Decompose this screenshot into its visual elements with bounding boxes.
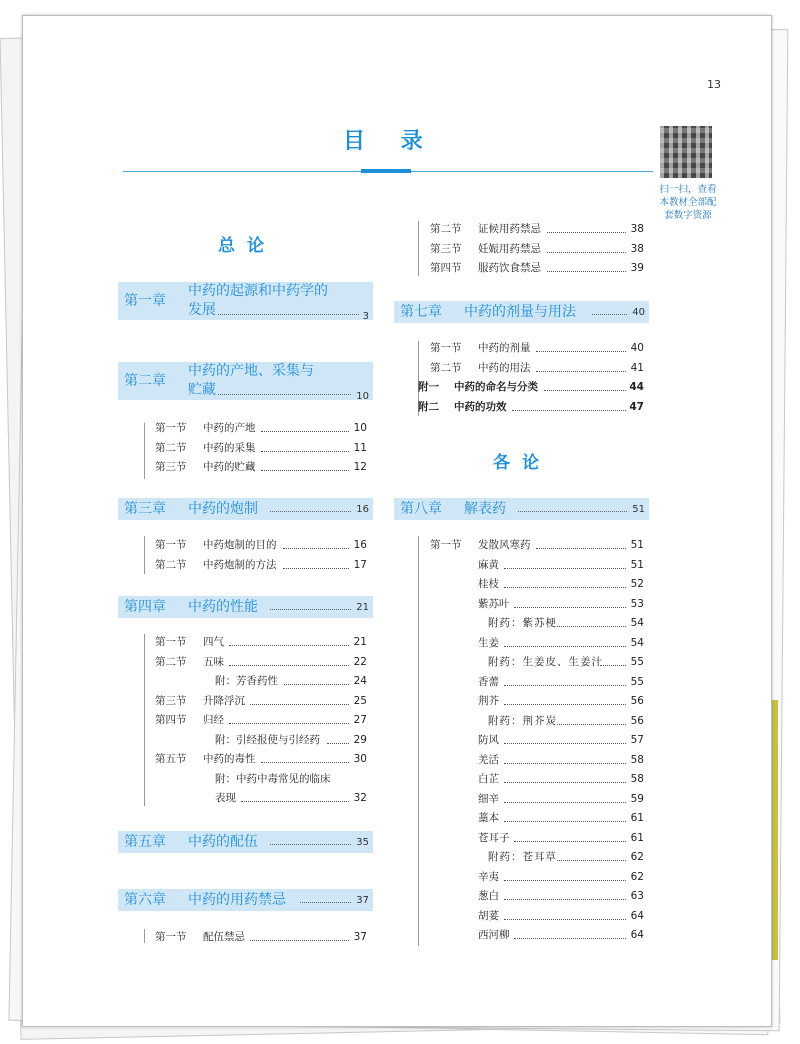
herb-entry[interactable] (430, 790, 644, 809)
entry-title: 中药的产地 (203, 422, 256, 434)
entry-title: 荆芥 (478, 695, 499, 707)
leader-dots (218, 381, 351, 395)
section-bracket (144, 634, 145, 806)
entry-page: 47 (629, 400, 644, 413)
chapter-1-entry[interactable] (118, 282, 373, 320)
chapter-8-entry[interactable] (394, 498, 649, 520)
entry-page: 58 (630, 753, 644, 766)
leader-dots (250, 928, 349, 941)
entry-page: 30 (353, 753, 367, 765)
entry-title: 中药炮制的方法 (203, 558, 277, 571)
herb-entry[interactable] (430, 829, 644, 848)
entry-page: 52 (630, 578, 644, 590)
herb-entry[interactable] (430, 751, 644, 770)
toc-line[interactable] (418, 398, 644, 417)
chapter-page: 10 (356, 391, 369, 402)
qr-code-image[interactable] (660, 126, 712, 178)
entry-title: 配伍禁忌 (203, 931, 245, 943)
chapter-page: 51 (632, 504, 645, 515)
toc-line[interactable] (430, 339, 644, 358)
entry-page: 55 (630, 656, 644, 668)
entry-page: 53 (630, 597, 644, 610)
leader-dots (536, 359, 626, 372)
leader-dots (536, 536, 626, 549)
toc-line[interactable] (155, 633, 367, 652)
leader-dots (283, 536, 349, 549)
leader-dots (261, 750, 349, 763)
leader-dots (504, 770, 626, 783)
entry-title: 中药的命名与分类 (454, 381, 538, 393)
entry-title: 附药：苍耳草 (488, 851, 557, 863)
entry-title: 中药的剂量 (478, 342, 531, 354)
entry-page: 10 (353, 422, 367, 434)
leader-dots (536, 339, 626, 352)
leader-dots (504, 556, 626, 569)
chapter-label: 第五章 (124, 834, 166, 850)
section-number: 第一节 (430, 342, 462, 354)
leader-dots (504, 887, 626, 900)
entry-title: 附药：紫苏梗 (488, 617, 557, 629)
section-number: 第一节 (155, 931, 187, 943)
chapter-title: 解表药 (464, 501, 506, 517)
herb-entry[interactable] (430, 848, 644, 867)
entry-page: 24 (353, 675, 367, 687)
entry-page: 16 (353, 539, 367, 551)
entry-page: 22 (353, 655, 367, 668)
entry-title: 五味 (203, 655, 224, 668)
toc-line[interactable] (430, 240, 644, 259)
entry-title: 胡荽 (478, 909, 499, 922)
chapter-label: 第一章 (124, 293, 166, 309)
chapter-title: 中药的性能 (188, 599, 258, 615)
chapter-page: 40 (632, 307, 645, 318)
toc-line[interactable] (430, 536, 644, 555)
section-number: 第三节 (155, 694, 187, 707)
entry-page: 51 (630, 539, 644, 551)
entry-title: 紫苏叶 (478, 597, 510, 610)
chapter-label: 第四章 (124, 599, 166, 615)
toc-line[interactable] (430, 259, 644, 278)
leader-dots (504, 790, 626, 803)
entry-title: 中药的用法 (478, 361, 531, 374)
chapter-title-line2: 发展 (188, 302, 216, 318)
leader-dots (261, 439, 349, 452)
entry-title: 生姜 (478, 636, 499, 649)
leader-dots (557, 614, 626, 627)
entry-page: 57 (630, 734, 644, 746)
section-number: 第一节 (155, 539, 187, 551)
entry-page: 54 (630, 617, 644, 629)
leader-dots (557, 712, 626, 725)
chapter-page: 35 (356, 837, 369, 848)
toc-line[interactable] (430, 359, 644, 378)
section-number: 第一节 (155, 636, 187, 648)
qr-caption: 扫一扫，查看本教材全部配套数字资源 (659, 184, 717, 221)
entry-page: 25 (353, 694, 367, 707)
entry-title: 附：芳香药性 (215, 675, 278, 687)
chapter-5-entry[interactable] (118, 831, 373, 853)
chapter-title-line1: 中药的起源和中药学的 (188, 283, 328, 299)
toc-line[interactable] (155, 692, 367, 711)
entry-title: 西河柳 (478, 929, 510, 941)
entry-title: 白芷 (478, 773, 499, 785)
leader-dots (250, 692, 349, 705)
toc-line[interactable] (155, 653, 367, 672)
herb-entry[interactable] (430, 653, 644, 672)
herb-entry[interactable] (430, 731, 644, 750)
entry-title: 麻黄 (478, 558, 499, 571)
chapter-7-entry[interactable] (394, 301, 649, 323)
chapter-label: 第六章 (124, 892, 166, 908)
herb-entry[interactable] (430, 770, 644, 789)
entry-title: 妊娠用药禁忌 (478, 242, 541, 255)
entry-page: 38 (630, 242, 644, 255)
section-number: 第三节 (430, 242, 462, 255)
chapter-page: 21 (356, 602, 369, 613)
entry-page: 37 (353, 931, 367, 943)
herb-entry[interactable] (430, 614, 644, 633)
entry-title: 桂枝 (478, 578, 499, 590)
leader-dots (547, 240, 626, 253)
herb-entry[interactable] (430, 634, 644, 653)
leader-dots (557, 848, 626, 861)
chapter-label: 第三章 (124, 501, 166, 517)
chapter-title: 中药的用药禁忌 (188, 892, 286, 908)
leader-dots (229, 711, 349, 724)
chapter-label: 第八章 (400, 501, 442, 517)
chapter-page: 16 (356, 504, 369, 515)
leader-dots (514, 829, 626, 842)
entry-page: 64 (630, 909, 644, 922)
leader-dots (600, 653, 626, 666)
section-number: 第二节 (430, 361, 462, 374)
section-number: 第五节 (155, 753, 187, 765)
herb-entry[interactable] (430, 712, 644, 731)
entry-title: 辛夷 (478, 870, 499, 883)
section-number: 第一节 (155, 422, 187, 434)
entry-title: 苍耳子 (478, 831, 510, 844)
toc-line[interactable] (155, 789, 367, 808)
entry-page: 11 (353, 441, 367, 454)
section-bracket (144, 423, 145, 479)
leader-dots (504, 634, 626, 647)
toc-page (22, 15, 772, 1027)
herb-entry[interactable] (430, 907, 644, 926)
section-number: 第一节 (430, 539, 462, 551)
entry-page: 40 (630, 342, 644, 354)
entry-title: 证候用药禁忌 (478, 223, 541, 235)
toc-line[interactable] (430, 220, 644, 239)
toc-line[interactable] (155, 731, 367, 750)
leader-dots (592, 301, 627, 315)
chapter-title: 中药的配伍 (188, 834, 258, 850)
leader-dots (261, 419, 349, 432)
toc-line[interactable] (155, 672, 367, 691)
herb-entry[interactable] (430, 575, 644, 594)
entry-title: 藁本 (478, 812, 499, 824)
leader-dots (270, 831, 351, 845)
leader-dots (241, 789, 349, 802)
entry-page: 32 (353, 792, 367, 804)
section-number: 第四节 (155, 714, 187, 726)
entry-title: 附药：荆芥炭 (488, 714, 557, 727)
entry-title: 附：中药中毒常见的临床 (215, 772, 331, 785)
entry-title: 细辛 (478, 792, 499, 805)
chapter-title-line1: 中药的产地、采集与 (188, 363, 314, 379)
entry-title: 中药炮制的目的 (203, 539, 277, 551)
leader-dots (327, 731, 349, 744)
entry-page: 21 (353, 636, 367, 648)
entry-page: 12 (353, 461, 367, 473)
entry-title: 发散风寒药 (478, 539, 531, 551)
chapter-title: 中药的剂量与用法 (464, 304, 576, 320)
leader-dots (518, 498, 627, 512)
entry-page: 62 (630, 851, 644, 863)
entry-title: 防风 (478, 734, 499, 746)
chapter-3-entry[interactable] (118, 498, 373, 520)
section-bracket (418, 221, 419, 276)
entry-page: 41 (630, 361, 644, 374)
leader-dots (504, 809, 626, 822)
entry-page: 64 (630, 929, 644, 941)
entry-page: 38 (630, 223, 644, 235)
toc-line[interactable] (155, 458, 367, 477)
chapter-page: 3 (362, 311, 369, 322)
herb-entry[interactable] (430, 926, 644, 945)
chapter-2-entry[interactable] (118, 362, 373, 400)
herb-entry[interactable] (430, 595, 644, 614)
entry-page: 63 (630, 890, 644, 902)
entry-title: 附药：生姜皮、生姜汁 (488, 656, 603, 668)
chapter-6-entry[interactable] (118, 889, 373, 911)
toc-line[interactable] (155, 750, 367, 769)
leader-dots (270, 596, 351, 610)
toc-line[interactable] (418, 378, 644, 397)
section-number: 第二节 (155, 655, 187, 668)
leader-dots (283, 556, 349, 569)
leader-dots (218, 301, 359, 315)
entry-page: 61 (630, 831, 644, 844)
herb-entry[interactable] (430, 673, 644, 692)
entry-title: 香薷 (478, 675, 499, 688)
toc-line[interactable] (155, 419, 367, 438)
herb-entry[interactable] (430, 556, 644, 575)
leader-dots (504, 575, 626, 588)
leader-dots (284, 672, 349, 685)
entry-page: 51 (630, 558, 644, 571)
entry-page: 56 (630, 695, 644, 707)
section-number: 第四节 (430, 262, 462, 274)
toc-line[interactable] (155, 439, 367, 458)
page-number: 13 (707, 78, 721, 91)
herb-entry[interactable] (430, 868, 644, 887)
section-bracket (144, 536, 145, 574)
section-bracket (144, 929, 145, 943)
toc-line[interactable] (155, 536, 367, 555)
page-title: 目 录 (343, 129, 437, 154)
entry-page: 56 (630, 714, 644, 727)
entry-page: 58 (630, 773, 644, 785)
leader-dots (261, 458, 349, 471)
entry-title: 葱白 (478, 890, 499, 902)
leader-dots (514, 595, 626, 608)
entry-page: 27 (353, 714, 367, 726)
part-heading-general: 总论 (218, 236, 276, 256)
herb-entry[interactable] (430, 887, 644, 906)
title-divider-accent (361, 169, 411, 173)
entry-page: 55 (630, 675, 644, 688)
leader-dots (547, 259, 626, 272)
leader-dots (512, 398, 626, 411)
herb-entry[interactable] (430, 809, 644, 828)
part-heading-specific: 各论 (493, 453, 551, 473)
entry-page: 29 (353, 733, 367, 746)
section-number: 第二节 (430, 223, 462, 235)
section-bracket (418, 536, 419, 946)
section-number: 附二 (418, 400, 439, 413)
toc-line[interactable] (155, 556, 367, 575)
leader-dots (504, 868, 626, 881)
chapter-title-line2: 贮藏 (188, 382, 216, 398)
entry-title: 中药的功效 (454, 400, 507, 413)
leader-dots (514, 926, 626, 939)
leader-dots (504, 673, 626, 686)
chapter-label: 第二章 (124, 373, 166, 389)
entry-title: 中药的毒性 (203, 753, 256, 765)
leader-dots (504, 692, 626, 705)
chapter-title: 中药的炮制 (188, 501, 258, 517)
herb-entry[interactable] (430, 692, 644, 711)
leader-dots (504, 751, 626, 764)
entry-title: 表现 (215, 792, 236, 804)
leader-dots (300, 889, 351, 903)
entry-title: 中药的贮藏 (203, 461, 256, 473)
section-number: 第二节 (155, 441, 187, 454)
leader-dots (547, 220, 626, 233)
leader-dots (229, 653, 349, 666)
leader-dots (544, 378, 626, 391)
entry-page: 59 (630, 792, 644, 805)
entry-title: 中药的采集 (203, 441, 256, 454)
entry-page: 54 (630, 636, 644, 649)
chapter-page: 37 (356, 895, 369, 906)
section-number: 附一 (418, 381, 439, 393)
leader-dots (504, 907, 626, 920)
entry-title: 归经 (203, 714, 224, 726)
chapter-4-entry[interactable] (118, 596, 373, 618)
entry-page: 39 (630, 262, 644, 274)
entry-page: 17 (353, 558, 367, 571)
entry-title: 服药饮食禁忌 (478, 262, 541, 274)
leader-dots (229, 633, 349, 646)
toc-line[interactable] (155, 711, 367, 730)
entry-title: 附：引经报使与引经药 (215, 733, 320, 746)
entry-page: 44 (629, 381, 644, 393)
entry-title: 羌活 (478, 753, 499, 766)
leader-dots (270, 498, 351, 512)
entry-title: 升降浮沉 (203, 694, 245, 707)
entry-page: 61 (630, 812, 644, 824)
entry-title: 四气 (203, 636, 224, 648)
leader-dots (504, 731, 626, 744)
toc-line[interactable] (155, 928, 367, 947)
entry-page: 62 (630, 870, 644, 883)
chapter-label: 第七章 (400, 304, 442, 320)
section-number: 第二节 (155, 558, 187, 571)
toc-line[interactable] (155, 770, 367, 789)
section-number: 第三节 (155, 461, 187, 473)
